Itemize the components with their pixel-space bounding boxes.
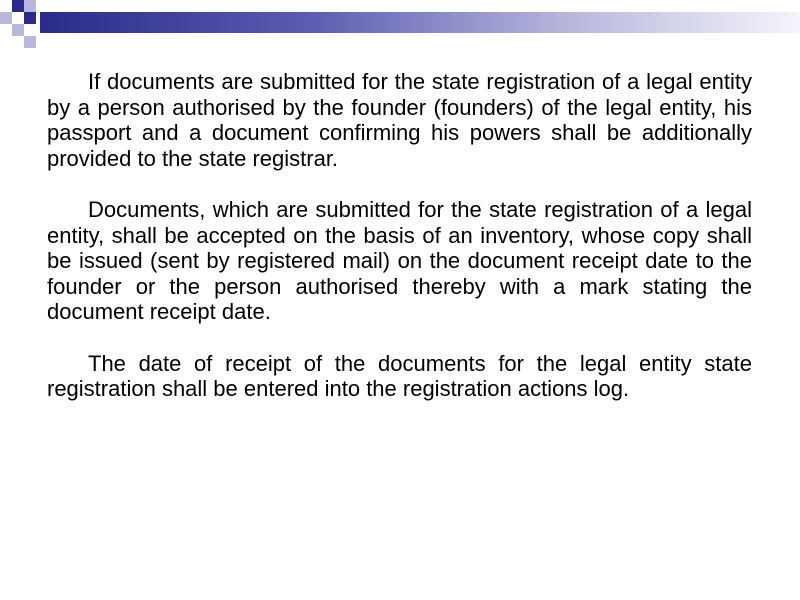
- decor-square: [24, 12, 36, 24]
- decor-square: [12, 24, 24, 36]
- decor-square: [24, 0, 36, 12]
- paragraph-registration-by-authorised-person: If documents are submitted for the state registration of a legal entity by a person authorised by the founder (founders) of the legal entity, his passport and a document confirming his powers shall be additionally provided to the state registrar.: [47, 69, 752, 171]
- decor-square: [12, 0, 24, 12]
- decor-square: [24, 36, 36, 48]
- slide-header-decoration: [0, 0, 800, 48]
- paragraph-documents-inventory: Documents, which are submitted for the state registration of a legal entity, shall be accepted on the basis of an inventory, whose copy shall be issued (sent by registered mail) on the document receipt date to the founder or the person authorised thereby with a mark stating the document receipt date.: [47, 197, 752, 324]
- slide-body: [47, 69, 752, 402]
- paragraph-receipt-date-log: The date of receipt of the documents for the legal entity state registration shall be entered into the registration actions log.: [47, 350, 752, 401]
- decor-square: [0, 12, 12, 24]
- header-gradient-bar: [40, 12, 800, 33]
